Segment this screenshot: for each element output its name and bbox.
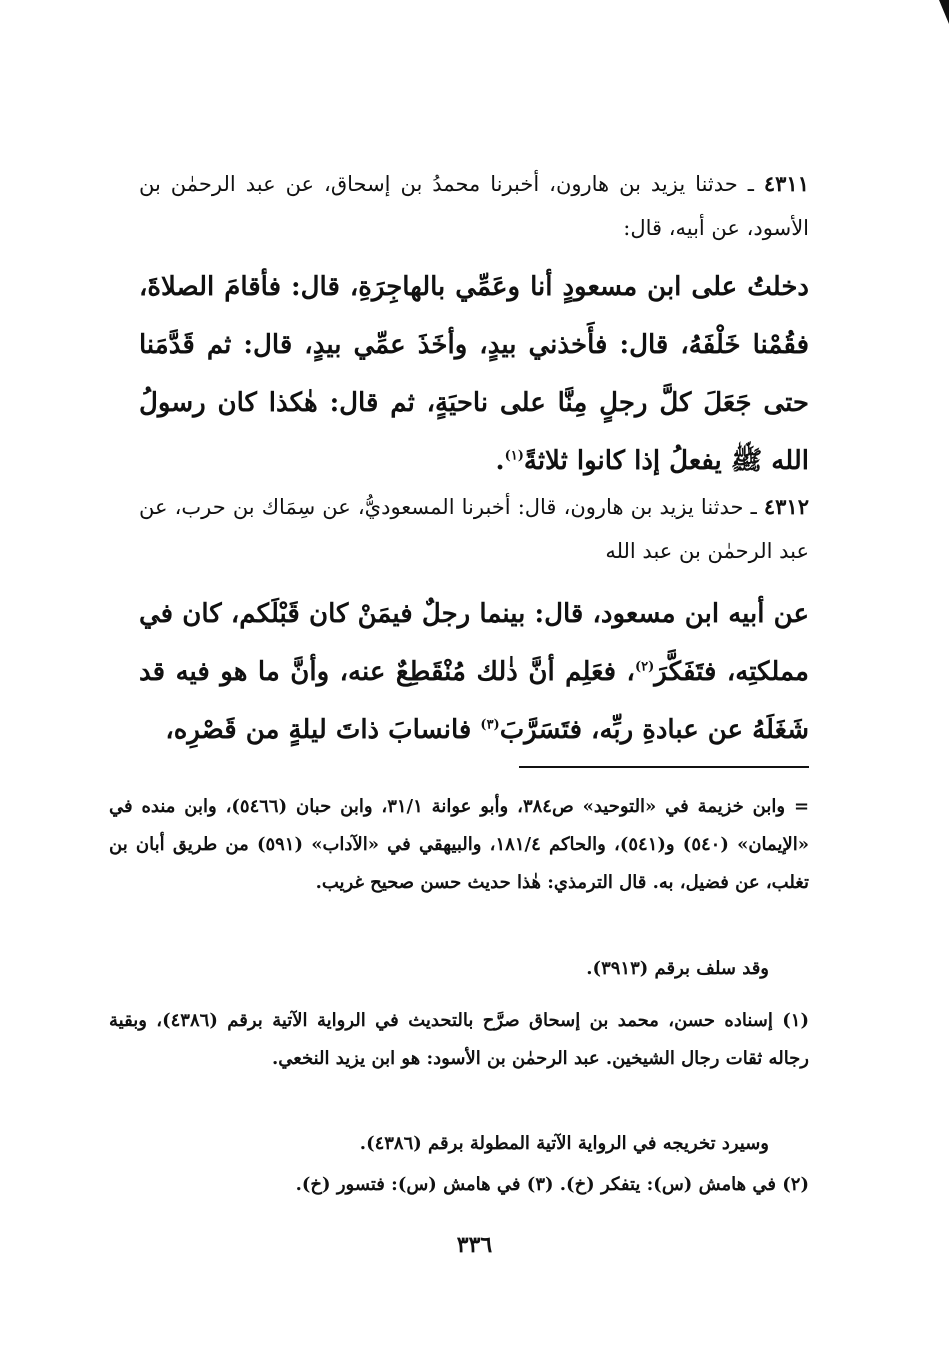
footnote-1: (١) إسناده حسن، محمد بن إسحاق صرَّح بالتحديث في الرواية الآتية برقم (٤٣٨٦)، وبقية رجاله ثقات رجال الشيخين. عبد الرحمٰن بن الأسود: هو ابن يزيد النخعي. (109, 1010, 809, 1069)
hadith-4311-isnad (139, 162, 809, 250)
footnote-ref-2[interactable]: (٢) (634, 659, 655, 675)
footnote-ref-1[interactable]: (١) (504, 448, 524, 464)
page-number: ٣٣٦ (456, 1232, 493, 1258)
hadith-number: ٤٣١٢ (763, 494, 809, 519)
matn-end: . (495, 446, 505, 476)
hadith-4311-matn (139, 258, 809, 490)
footnote-continued: = وابن خزيمة في «التوحيد» ص٣٨٤، وأبو عوانة ٣١/١، وابن حبان (٥٤٦٦)، وابن منده في «الإيمان» (٥٤٠) و(٥٤١)، والحاكم ١٨١/٤، والبيهقي في «الآداب» (٥٩١) من طريق أبان بن تغلب، عن فضيل، به. قال الترمذي: هٰذا حديث حسن صحيح غريب. (109, 796, 810, 893)
footnote-ref-3[interactable]: (٣) (480, 717, 500, 733)
matn-text-3: فانسابَ ذاتَ ليلةٍ من قَصْرِه، (165, 715, 481, 745)
isnad-text: ـ حدثنا يزيد بن هارون، قال: أخبرنا المسعوديُّ، عن سِمَاك بن حرب، عن عبد الرحمٰن بن عبد الله (139, 495, 809, 563)
hadith-4312-matn (139, 585, 809, 759)
footnote-separator (519, 766, 809, 768)
isnad-text: ـ حدثنا يزيد بن هارون، أخبرنا محمدُ بن إسحاق، عن عبد الرحمٰن بن الأسود، عن أبيه، قال: (139, 172, 809, 240)
footnote-1-2: وسيرد تخريجه في الرواية الآتية المطولة برقم (٤٣٨٦). (359, 1133, 769, 1154)
hadith-4312-isnad (139, 485, 809, 573)
footnote-continued-2: وقد سلف برقم (٣٩١٣). (586, 958, 769, 979)
corner-mark (939, 0, 949, 24)
matn-text-1: عن أبيه ابن مسعود، قال: بينما رجلٌ فيمَنْ كان قَبْلَكم، كان في مملكتِه، فتَفَكَّرَ (139, 599, 809, 687)
footnote-2-3: (٢) في هامش (س): يتفكر (خ). (٣) في هامش (س): فتسور (خ). (295, 1174, 809, 1195)
matn-text-2: ، فعَلِم أنَّ ذٰلك مُنْقَطِعٌ عنه، وأنَّ ما هو فيه قد شَغَلَهُ عن عبادةِ ربِّه، فتَسَرَّبَ (139, 657, 809, 745)
hadith-number: ٤٣١١ (763, 171, 809, 196)
matn-text: دخلتُ على ابن مسعودٍ أنا وعَمِّي بالهاجِرَةِ، قال: فأقامَ الصلاةَ، فقُمْنا خَلْفَهُ، قال: فأَخذني بيدٍ، وأخَذَ عمِّي بيدٍ، قال: ثم قَدَّمَنا حتى جَعَلَ كلَّ رجلٍ مِنَّا على ناحيَةٍ، ثم قال: هٰكذا كان رسولُ الله ﷺ يفعلُ إذا كانوا ثلاثةً (139, 272, 809, 476)
